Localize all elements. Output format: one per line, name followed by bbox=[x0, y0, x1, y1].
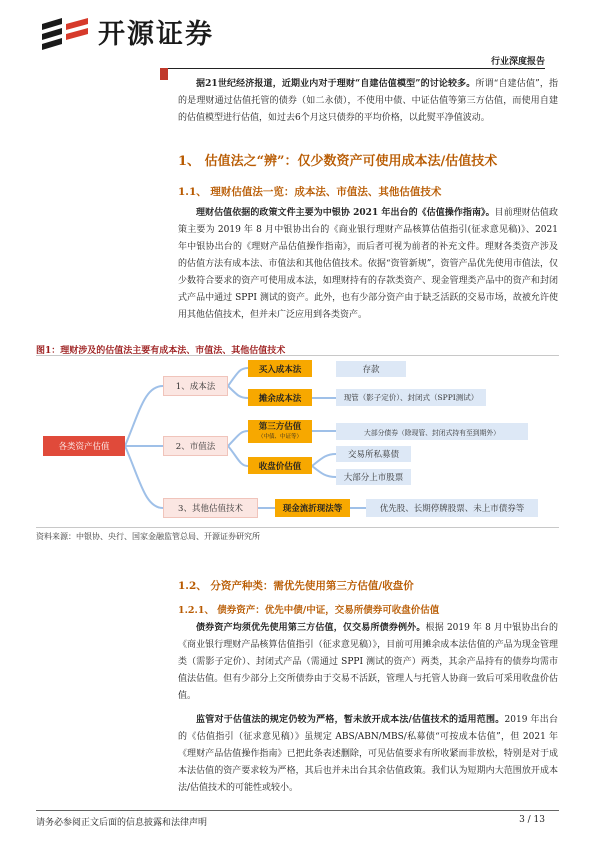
section-1-2-title: 1.2、 分资产种类：需优先使用第三方估值/收盘价 bbox=[178, 580, 414, 592]
node-root: 各类资产估值 bbox=[43, 436, 125, 456]
regulation-paragraph bbox=[178, 712, 558, 797]
section-1-1-text: 目前理财估值政策主要为 2019 年 8 月中银协出台的《商业银行理财产品核算估值指引(征求意见稿)》、2021 年中银协出台的《理财产品估值操作指南》，而后者可视为前者的补充文件。理财各类资产涉及的估值方法有成本法、市值法和其他估值技术。依据“资管新规”，资管产品优先使用市值法，仅少数符合要求的资产可使用成本法，如理财持有的存款类资产、现金管理类产品中的资产和封闭式产品中通过 SPPI 测试的资产。此外，也有少部分资产由于缺乏活跃的交易市场，故被允许使用其他估值技术，但并未广泛应用到各类资产。 bbox=[178, 208, 558, 320]
figure-source: 资料来源：中银协、央行、国家金融监管总局、开源证券研究所 bbox=[36, 532, 260, 541]
figure-title: 图1：理财涉及的估值法主要有成本法、市值法、其他估值技术 bbox=[36, 346, 286, 356]
node-other-methods: 3、其他估值技术 bbox=[163, 498, 258, 518]
section-1-title: 1、 估值法之“辨”：仅少数资产可使用成本法/估值技术 bbox=[178, 154, 498, 169]
intro-bold: 据21世纪经济报道，近期业内对于理财“自建估值模型”的讨论较多。 bbox=[196, 79, 476, 89]
bond-text: 根据 2019 年 8 月中银协出台的《商业银行理财产品核算估值指引（征求意见稿）》，目前可用摊余成本法估值的产品为现金管理类（需影子定价）、封闭式产品（需通过 SPPI 测试的资产）两类，其余产品持有的债券均需市值法估值。但有少部分上交所债券由于交易不活跃，管理人与托管人协商一致后可采用收盘价估值。 bbox=[178, 623, 558, 701]
regulation-bold: 监管对于估值法的规定仍较为严格，暂未放开成本法/估值技术的适用范围。 bbox=[196, 715, 505, 725]
footer-disclaimer: 请务必参阅正文后面的信息披露和法律声明 bbox=[36, 818, 208, 828]
node-asset-exchange-private: 交易所私募债 bbox=[336, 446, 411, 462]
node-cost-method: 1、成本法 bbox=[163, 376, 228, 396]
intro-text: 所谓“自建估值”，指的是理财通过估值托管的债券（如二永债），不使用中债、中证估值等第三方估值，而使用自建的估值模型进行估值，如过去6个月这只债券的平均价格，以此熨平净值波动。 bbox=[178, 79, 559, 123]
node-asset-deposit: 存款 bbox=[336, 361, 406, 377]
node-dcf: 现金流折现法等 bbox=[275, 499, 350, 517]
regulation-text: 2019 年出台的《估值指引（征求意见稿）》虽规定 ABS/ABN/MBS/私募债“可按成本估值”，但 2021 年《理财产品估值操作指南》已把此条表述删除，可见估值要求有所收紧而非放松，特别是对于成本法估值的资产要求较为严格，其后也并未出台其余估值政策。我们认为短期内大范围放开成本法/估值技术的可能性或较小。 bbox=[178, 715, 559, 793]
section-1-1-title: 1.1、 理财估值法一览：成本法、市值法、其他估值技术 bbox=[178, 186, 442, 198]
node-asset-cash-mgmt: 现管（影子定价）、封闭式（SPPI测试） bbox=[336, 389, 486, 406]
footer-rule bbox=[36, 810, 559, 811]
node-asset-listed-stocks: 大部分上市股票 bbox=[336, 469, 411, 485]
bond-paragraph bbox=[178, 620, 558, 705]
node-amortized-cost: 摊余成本法 bbox=[248, 389, 312, 406]
section-1-2-1-title: 1.2.1、 债券资产：优先中债/中证，交易所债券可收盘价估值 bbox=[178, 605, 440, 616]
node-market-method: 2、市值法 bbox=[163, 436, 228, 456]
bond-bold: 债券资产均须优先使用第三方估值，仅交易所债券例外。 bbox=[196, 623, 426, 633]
page-number: 3 / 13 bbox=[519, 815, 545, 825]
section-1-1-bold: 理财估值依据的政策文件主要为中银协 2021 年出台的《估值操作指南》。 bbox=[196, 208, 495, 218]
node-close-price: 收盘价估值 bbox=[248, 457, 312, 474]
node-purchase-cost: 买入成本法 bbox=[248, 360, 312, 377]
report-type: 行业深度报告 bbox=[490, 57, 545, 67]
node-third-party-label: 第三方估值 bbox=[258, 421, 302, 432]
logo-text: 开源证券 bbox=[98, 19, 214, 50]
figure-bottom-rule bbox=[36, 527, 559, 528]
node-third-party-sub: （中债、中证等） bbox=[257, 433, 302, 440]
node-asset-most-bonds: 大部分债券（除现管、封闭式持有至到期外） bbox=[336, 423, 528, 440]
node-asset-preferred: 优先股、长期停牌股票、未上市债券等 bbox=[366, 499, 538, 517]
node-third-party bbox=[248, 420, 312, 443]
